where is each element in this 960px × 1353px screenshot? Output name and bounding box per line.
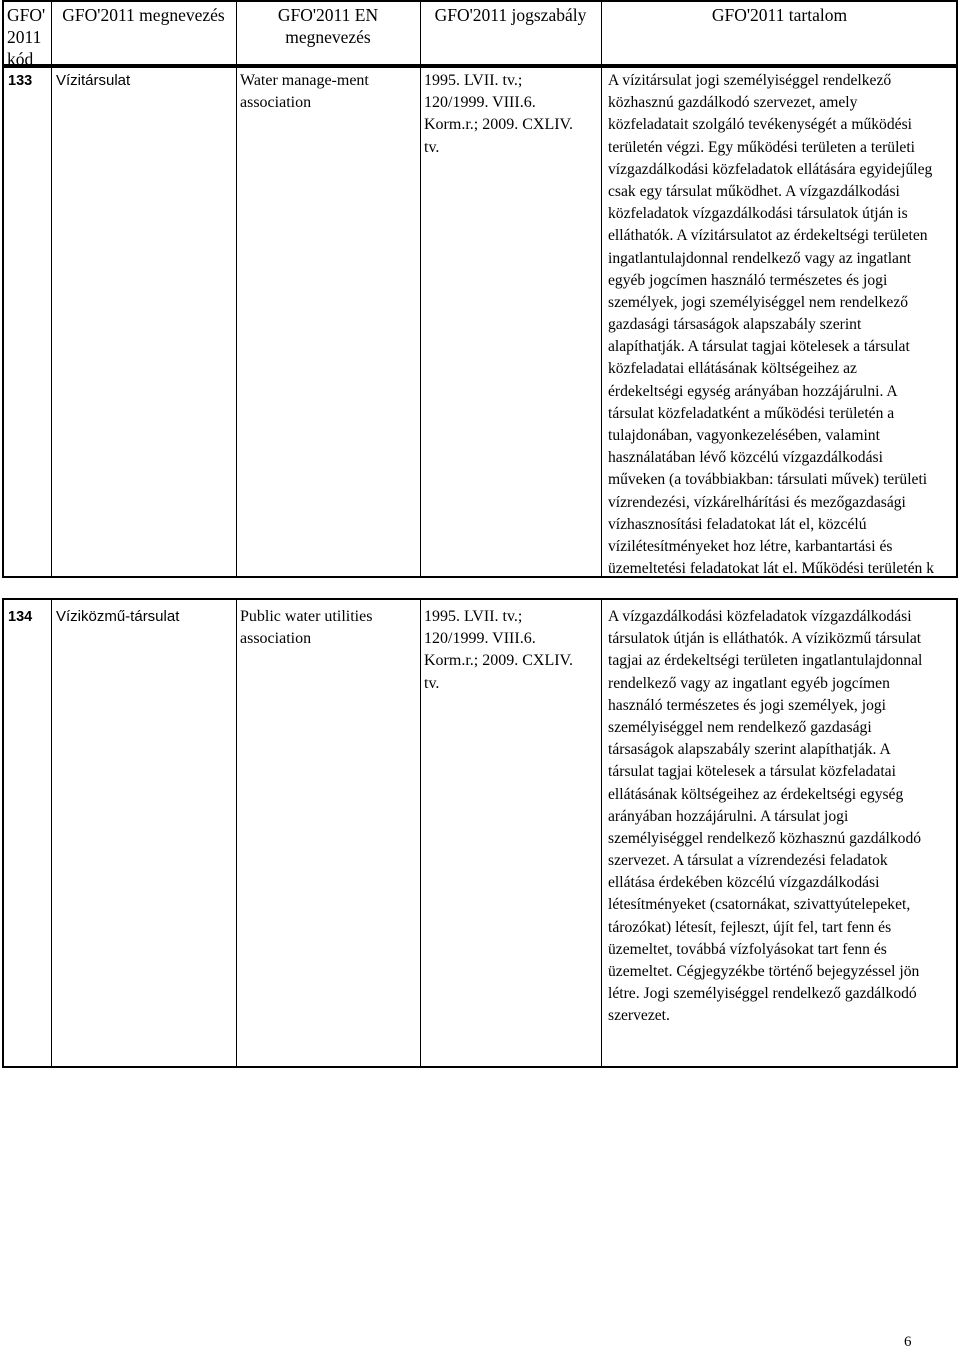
row-code: 134 xyxy=(8,609,33,625)
row-law: 1995. LVII. tv.; 120/1999. VIII.6. Korm.r.; 2009. CXLIV. tv. xyxy=(424,608,574,692)
row-en-name: Public water utilities association xyxy=(240,608,373,648)
row-code: 133 xyxy=(8,73,33,89)
row-content: A vízgazdálkodási közfeladatok vízgazdálkodási társulatok útján is elláthatók. A víziközmű társulat tagjai az érdekeltségi területen ingatlantulajdonnal rendelkező vagy az ingatlant egyéb jogcímen használó természetes és jogi személyek, jogi személyiséggel nem rendelkező gazdasági társaságok alapszabály szerint alapíthatják. A társulat tagjai kötelesek a társulat közfeladatai ellátásának költségeihez az érdekeltségi egység arányában hozzájárulni. A társulat jogi személyiséggel rendelkező közhasznú gazdálkodó szervezet. A társulat a vízrendezési feladatok ellátása érdekében közcélú vízgazdálkodási létesítményeket (csatornákat, szivattyútelepeket, tározókat) létesít, fejleszt, újít fel, tart fenn és üzemeltet, továbbá vízfolyásokat tart fenn és üzemeltet. Cégjegyzékbe történő bejegyzéssel jön létre. Jogi személyiséggel rendelkező gazdálkodó szervezet. xyxy=(608,608,923,1025)
header-en-name: GFO'2011 EN megnevezés xyxy=(277,5,379,47)
table-header xyxy=(2,0,958,69)
row-content: A vízitársulat jogi személyiséggel rendelkező közhasznú gazdálkodó szervezet, amely közfeladatait szolgáló tevékenységét a működési területén végzi. Egy működési területen a területi vízgazdálkodási közfeladatok ellátására egyidejűleg csak egy társulat működhet. A vízgazdálkodási közfeladatok vízgazdálkodási társulatok útján is elláthatók. A vízitársulatot az érdekeltségi területen ingatlantulajdonnal rendelkező vagy az ingatlant egyéb jogcímen használó természetes és jogi személyek, jogi személyiséggel nem rendelkező gazdasági társaságok alapszabály szerint alapíthatják. A társulat tagjai kötelesek a társulat közfeladatai ellátásának költségeihez az érdekeltségi egység arányában hozzájárulni. A társulat közfeladatként a működési területén a tulajdonában, vagyonkezelésében, valamint használatában lévő közcélú vízgazdálkodási műveken (a továbbiakban: társulati művek) területi vízrendezési, vízkárelhárítási és mezőgazdasági vízhasznosítási feladatokat lát el, közcélú vízilétesítményeket hoz létre, karbantartási és üzemeltetési feladatokat lát el. Működési területén k xyxy=(608,72,935,578)
header-code: GFO' 2011 kód xyxy=(7,5,46,69)
header-name: GFO'2011 megnevezés xyxy=(62,5,225,25)
header-law: GFO'2011 jogszabály xyxy=(434,5,587,25)
header-content: GFO'2011 tartalom xyxy=(711,5,848,25)
row-name: Víziközmű-társulat xyxy=(56,608,180,625)
table-row xyxy=(2,598,958,1068)
row-name: Vízitársulat xyxy=(56,72,131,89)
table-row xyxy=(2,66,958,578)
row-law: 1995. LVII. tv.; 120/1999. VIII.6. Korm.r.; 2009. CXLIV. tv. xyxy=(424,72,574,156)
row-en-name: Water manage-ment association xyxy=(240,72,369,112)
page-number: 6 xyxy=(904,1334,912,1350)
